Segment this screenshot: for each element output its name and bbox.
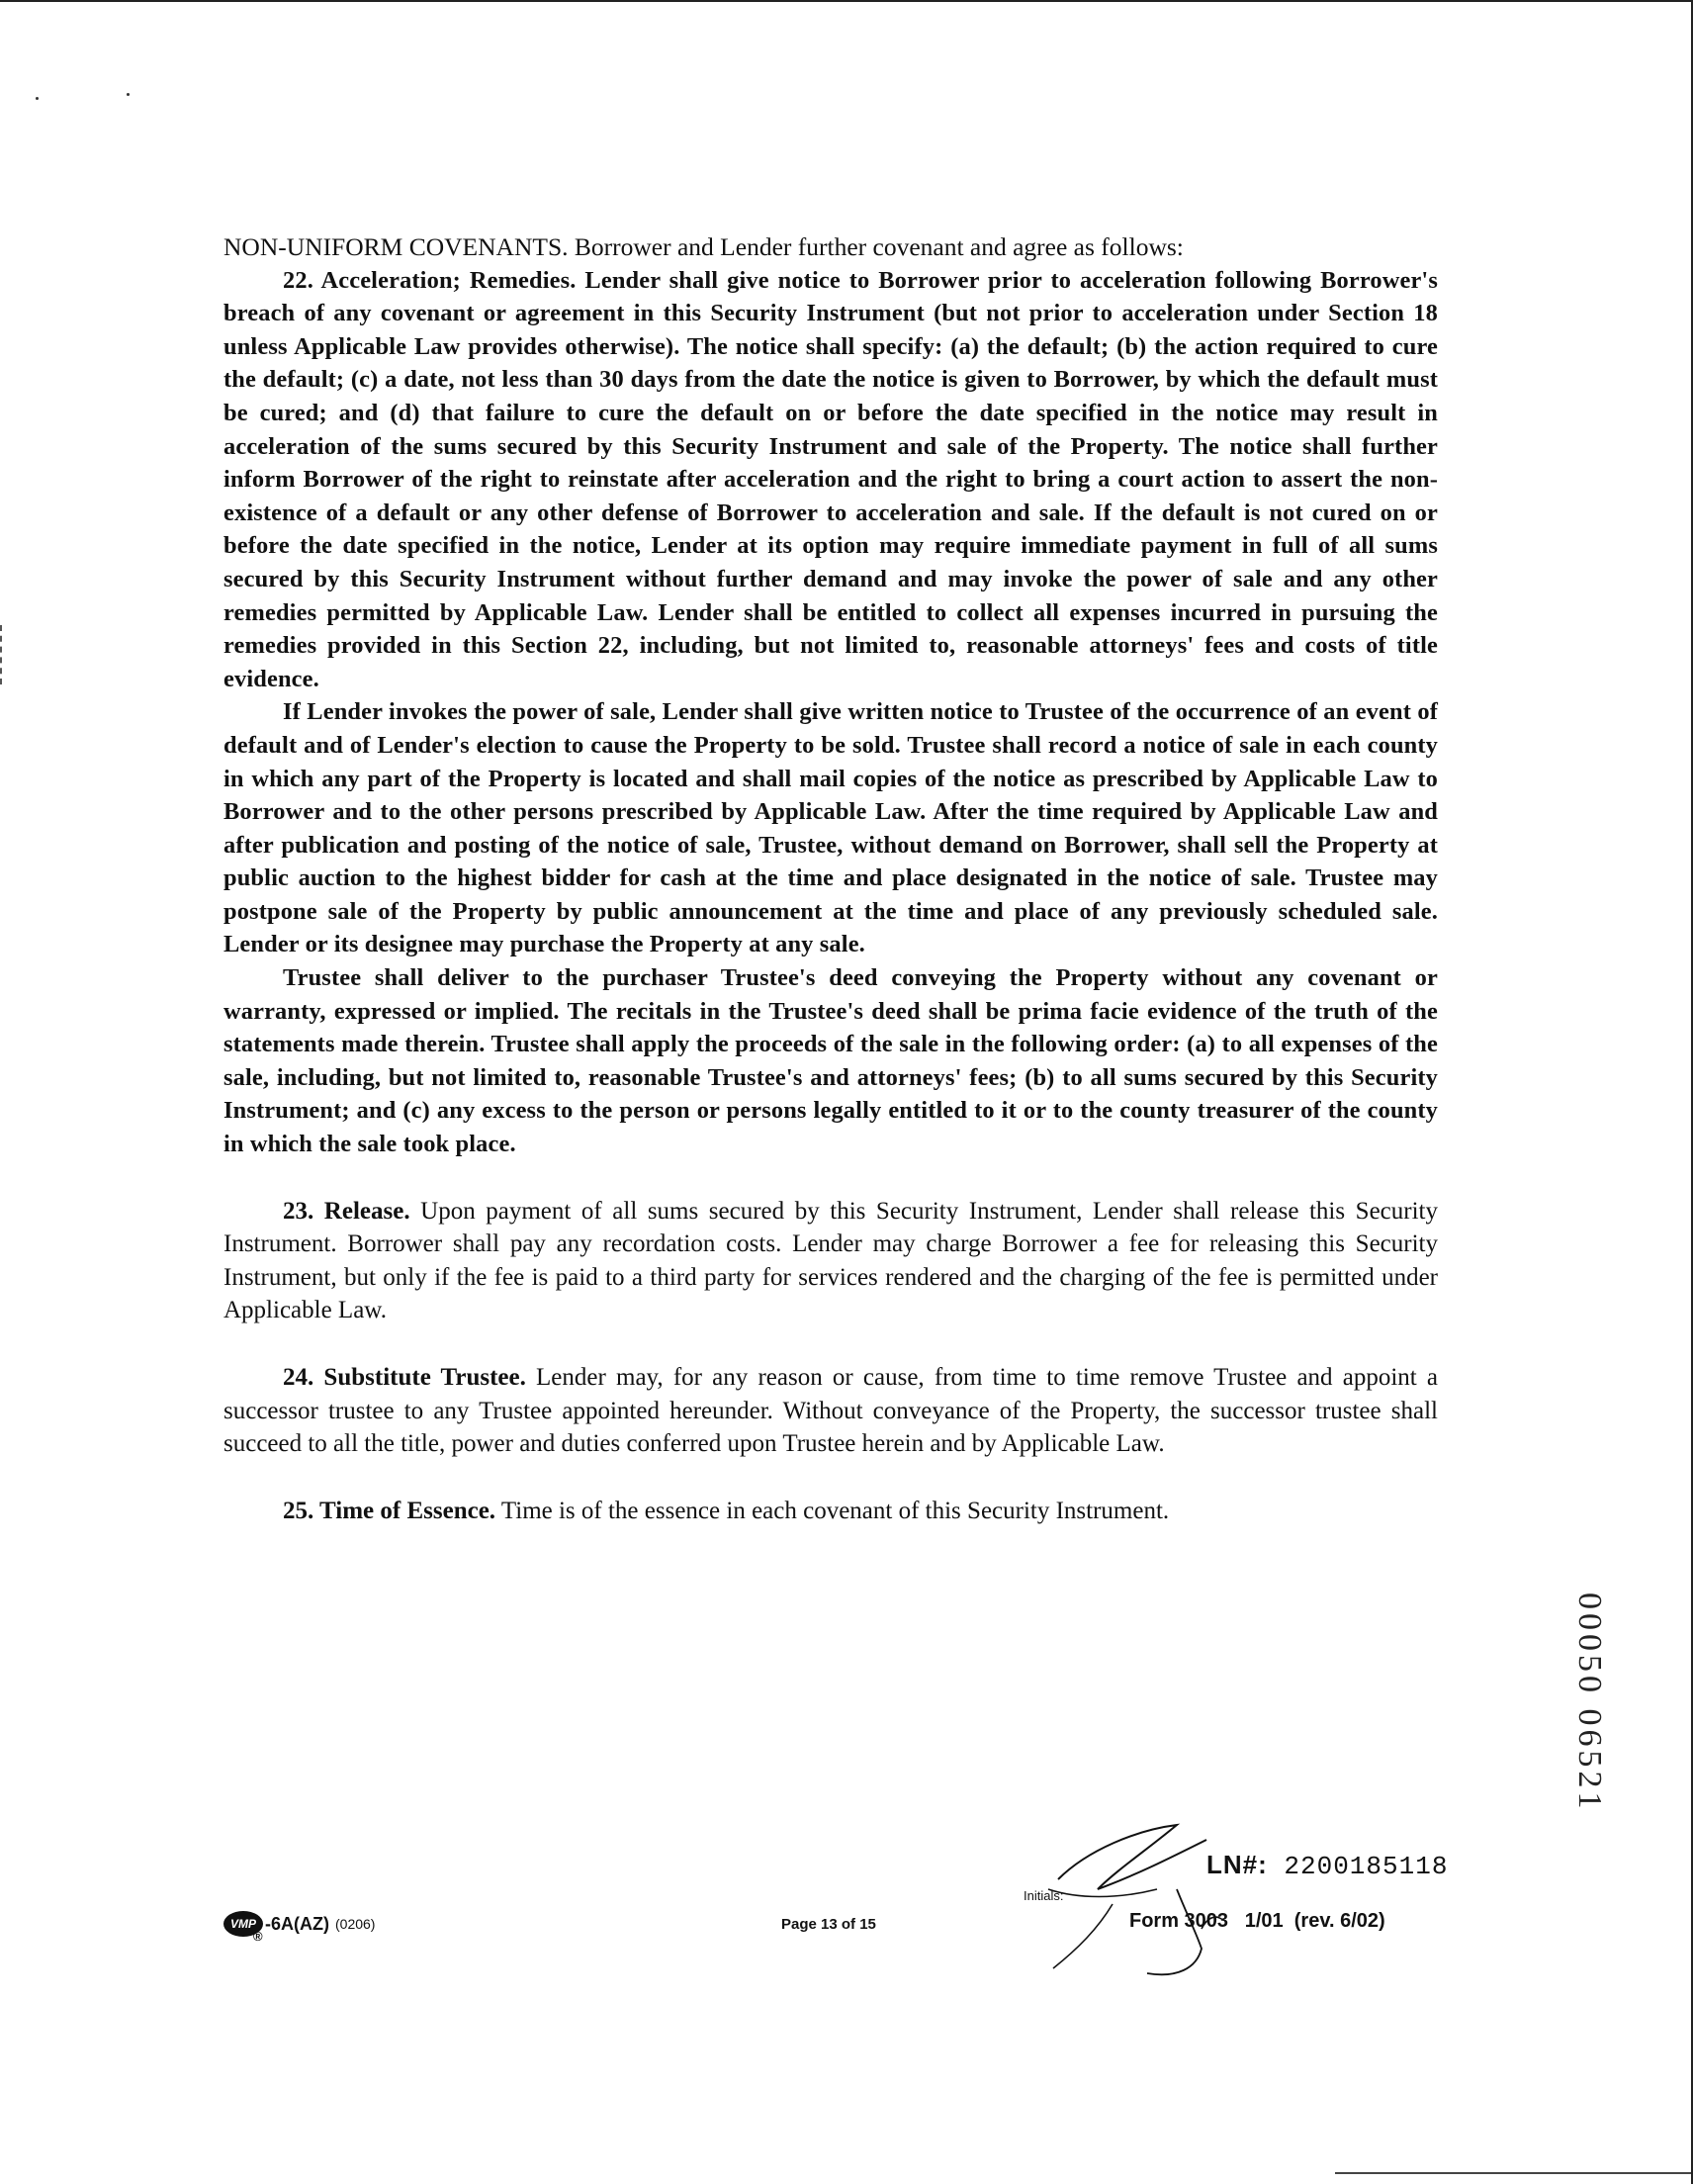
form-code: -6A(AZ) (265, 1913, 329, 1934)
form-code-date: (0206) (335, 1916, 376, 1932)
section-25-text: Time is of the essence in each covenant of this Security Instrument. (500, 1497, 1170, 1524)
paragraph-gap (223, 1161, 1438, 1195)
document-body (223, 230, 1438, 1527)
section-24-text: Lender may, for any reason or cause, from time to time remove Trustee and appoint a successor trustee to any Trustee appointed hereunder. Without conveyance of the Property, the successor trustee shall succeed to all the title, power and duties conferred upon Trustee herein and by Applicable Law. (223, 1364, 1438, 1458)
section-25-title: 25. Time of Essence. (283, 1497, 496, 1524)
section-23-text: Upon payment of all sums secured by this Security Instrument, Lender shall release this Security Instrument. Borrower shall pay any recordation costs. Lender may charge Borrower a fee for releasing this Security Instrument, but only if the fee is paid to a third party for services rendered and the charging of the fee is permitted under Applicable Law. (223, 1197, 1438, 1324)
page-number: Page 13 of 15 (781, 1916, 876, 1933)
section-22-paragraph-3: Trustee shall deliver to the purchaser Trustee's deed conveying the Property without any covenant or warranty, expressed or implied. The recitals in the Trustee's deed shall be prima facie evidence of the truth of the statements made therein. Trustee shall apply the proceeds of the sale in the following order: (a) to all expenses of the sale, including, but not limited to, reasonable Trustee's and attorneys' fees; (b) to all sums secured by this Security Instrument; and (c) any excess to the person or persons legally entitled to it or to the county treasurer of the county in which the sale took place. (223, 964, 1438, 1158)
section-23-title: 23. Release. (283, 1197, 410, 1225)
side-stamp-number: 00050 06521 (1571, 1592, 1608, 1813)
form-number: Form 3003 1/01 (rev. 6/02) (1129, 1910, 1385, 1932)
section-24-substitute-trustee (223, 1361, 1438, 1461)
section-22-paragraph-1: 22. Acceleration; Remedies. Lender shall give notice to Borrower prior to acceleration following Borrower's breach of any covenant or agreement in this Security Instrument (but not prior to acceleration under Section 18 unless Applicable Law provides otherwise). The notice shall specify: (a) the default; (b) the action required to cure the default; (c) a date, not less than 30 days from the date the notice is given to Borrower, by which the default must be cured; and (d) that failure to cure the default on or before the date specified in the notice may result in acceleration of the sums secured by this Security Instrument and sale of the Property. The notice shall further inform Borrower of the right to reinstate after acceleration and the right to bring a court action to assert the non-existence of a default or any other defense of Borrower to acceleration and sale. If the default is not cured on or before the date specified in the notice, Lender at its option may require immediate payment in full of all sums secured by this Security Instrument without further demand and may invoke the power of sale and any other remedies permitted by Applicable Law. Lender shall be entitled to collect all expenses incurred in pursuing the remedies provided in this Section 22, including, but not limited to, reasonable attorneys' fees and costs of title evidence. (223, 266, 1438, 692)
initials-signature (1028, 1820, 1266, 1978)
paragraph-gap (223, 1327, 1438, 1361)
footer-form-code (223, 1911, 376, 1944)
page-top-border (0, 0, 1693, 2)
loan-label: LN#: (1206, 1850, 1268, 1879)
paragraph-gap (223, 1461, 1438, 1495)
vmp-logo (223, 1911, 263, 1944)
scan-speck (127, 93, 130, 96)
vmp-logo-text: VMP (229, 1917, 256, 1931)
covenants-heading: NON-UNIFORM COVENANTS. Borrower and Lender further covenant and agree as follows: (223, 232, 1184, 261)
section-25-time-of-essence (223, 1495, 1438, 1528)
registered-mark: ® (253, 1929, 263, 1944)
section-23-release (223, 1195, 1438, 1327)
section-22-paragraph-2: If Lender invokes the power of sale, Lender shall give written notice to Trustee of the occurrence of an event of default and of Lender's election to cause the Property to be sold. Trustee shall record a notice of sale in each county in which any part of the Property is located and shall mail copies of the notice as prescribed by Applicable Law to Borrower and to the other persons prescribed by Applicable Law. After the time required by Applicable Law and after publication and posting of the notice of sale, Trustee, without demand on Borrower, shall sell the Property at public auction to the highest bidder for cash at the time and place designated in the notice of sale. Trustee may postpone sale of the Property by public announcement at the time and place of any previously scheduled sale. Lender or its designee may purchase the Property at any sale. (223, 698, 1438, 958)
initials-label: Initials: (1024, 1888, 1064, 1903)
scan-edge-marks (0, 625, 5, 684)
scan-speck (36, 97, 39, 100)
section-24-title: 24. Substitute Trustee. (283, 1364, 526, 1391)
loan-number-value: 2200185118 (1284, 1852, 1449, 1881)
bottom-rule (1335, 2172, 1691, 2174)
